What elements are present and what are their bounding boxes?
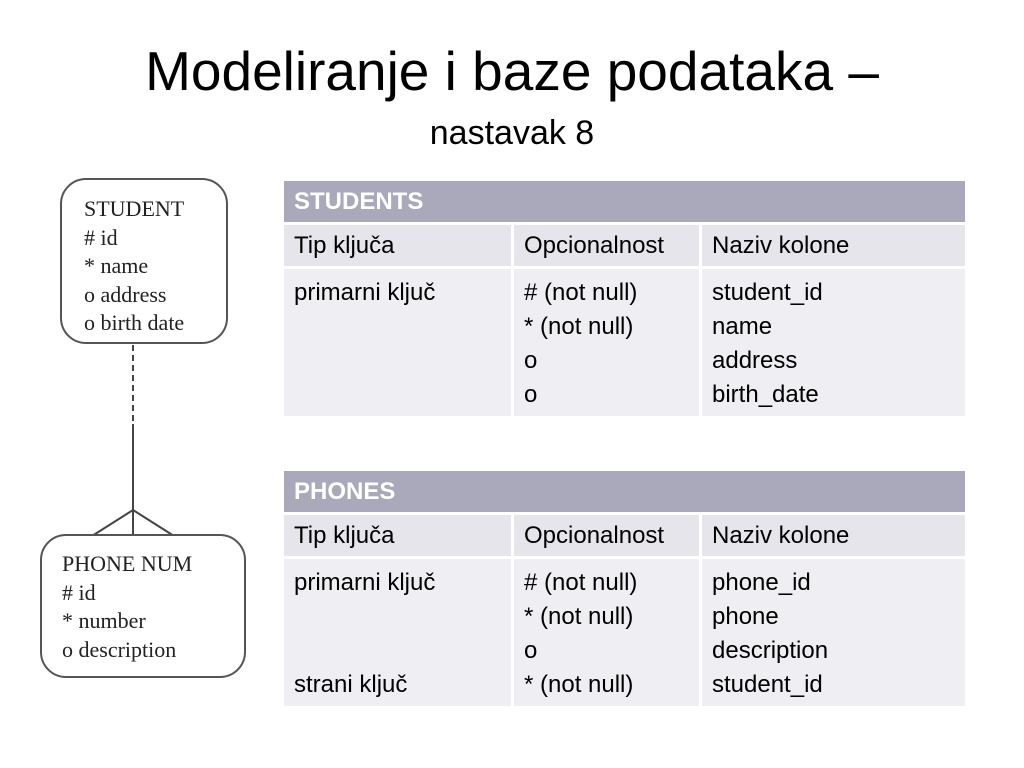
cell-line: o: [524, 381, 538, 408]
entity-attribute: # id: [62, 579, 96, 605]
cell-line: [294, 600, 501, 634]
entity-attribute: * number: [62, 608, 146, 633]
column-header-key-type: Tip ključa: [283, 224, 513, 268]
cell-line: phone: [712, 603, 779, 630]
cell-line: * (not null): [524, 603, 634, 630]
cell-line: birth_date: [712, 381, 819, 408]
entity-attribute: o birth date: [84, 310, 185, 335]
table-name: PHONES: [283, 470, 967, 514]
cell-line: # (not null): [524, 569, 638, 596]
cell-line: [294, 634, 501, 668]
cell-line: primarni ključ: [294, 279, 436, 306]
optionality-cell: [513, 558, 701, 708]
cell-line: name: [712, 313, 773, 340]
entity-attribute: * name: [84, 253, 149, 278]
cell-line: o: [524, 637, 538, 664]
entity-attribute: # id: [84, 224, 118, 250]
entity-name: STUDENT: [84, 196, 185, 221]
table-name: STUDENTS: [283, 180, 967, 224]
slide-subtitle: nastavak 8: [429, 114, 595, 152]
column-header-key-type: Tip ključa: [283, 514, 513, 558]
cell-line: description: [712, 637, 829, 664]
student-entity: [60, 178, 228, 344]
cell-line: [294, 378, 501, 412]
column-header-column-name: Naziv kolone: [701, 224, 967, 268]
cell-line: address: [712, 347, 798, 374]
students-table: [281, 178, 968, 419]
cell-line: [294, 344, 501, 378]
phones-table: [281, 468, 968, 709]
optionality-cell: [513, 268, 701, 418]
slide-title: Modeliranje i baze podataka –: [145, 40, 879, 102]
crows-foot-right: [133, 510, 174, 536]
cell-line: student_id: [712, 671, 823, 698]
crows-foot-left: [92, 510, 133, 536]
cell-line: phone_id: [712, 569, 811, 596]
column-name-cell: [701, 558, 967, 708]
key-type-cell: [283, 268, 513, 418]
cell-line: * (not null): [524, 671, 634, 698]
cell-line: primarni ključ: [294, 569, 436, 596]
entity-attribute: o description: [62, 636, 177, 662]
key-type-cell: [283, 558, 513, 708]
cell-line: [294, 310, 501, 344]
column-header-optionality: Opcionalnost: [513, 224, 701, 268]
cell-line: o: [524, 347, 538, 374]
cell-line: strani ključ: [294, 671, 408, 698]
column-header-optionality: Opcionalnost: [513, 514, 701, 558]
entity-attribute: o address: [84, 281, 167, 307]
entity-name: PHONE NUM: [62, 551, 193, 576]
cell-line: # (not null): [524, 279, 638, 306]
column-header-column-name: Naziv kolone: [701, 514, 967, 558]
cell-line: * (not null): [524, 313, 634, 340]
phone-num-entity: [40, 534, 246, 678]
column-name-cell: [701, 268, 967, 418]
cell-line: student_id: [712, 279, 823, 306]
